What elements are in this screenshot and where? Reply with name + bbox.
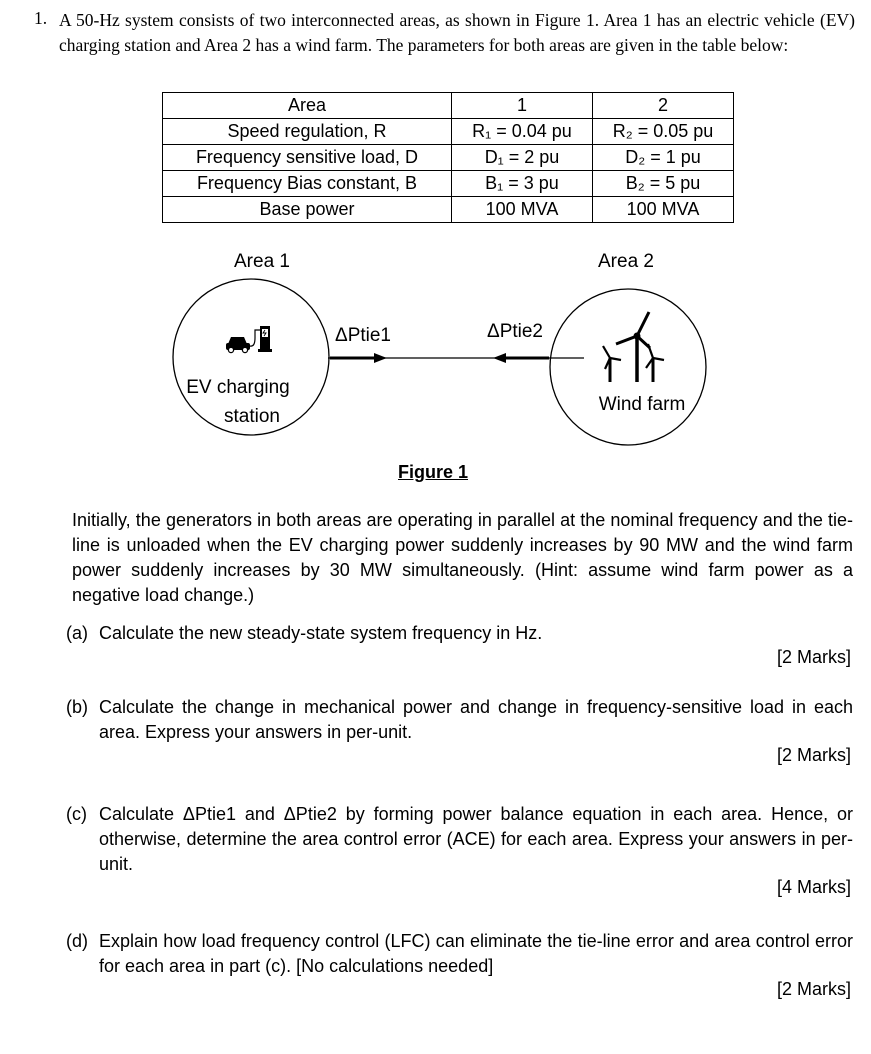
wind-turbines-icon <box>603 312 664 382</box>
question-part-d <box>66 929 853 979</box>
table-header-row <box>163 93 734 119</box>
marks-label: [2 Marks] <box>776 647 851 667</box>
question-part-b <box>66 695 853 745</box>
marks-label: [2 Marks] <box>776 979 851 999</box>
table-header-cell: 2 <box>593 93 734 119</box>
area-1-label: Area 1 <box>234 251 290 272</box>
table-header-cell: Area <box>163 93 452 119</box>
question-part-a <box>66 621 853 646</box>
ev-charging-icon <box>226 326 272 353</box>
question-part-c <box>66 802 853 877</box>
part-label: (d) <box>66 931 88 951</box>
ev-station-label-line1: EV charging <box>186 377 290 398</box>
part-text: Calculate the change in mechanical power and change in frequency-sensitive load in each area. Express your answers in per-unit. <box>99 697 853 742</box>
ptie2-label: ΔPtie2 <box>487 321 543 342</box>
table-cell: Speed regulation, R <box>163 119 452 145</box>
figure-1-diagram <box>160 240 720 460</box>
part-label: (b) <box>66 697 88 717</box>
table-row <box>163 145 734 171</box>
marks-label: [2 Marks] <box>776 745 851 765</box>
ev-station-label-line2: station <box>224 406 280 427</box>
table-cell: D₁ = 2 pu <box>452 145 593 171</box>
area-2-label: Area 2 <box>598 251 654 272</box>
question-number: 1. <box>34 8 48 28</box>
table-cell: B₁ = 3 pu <box>452 171 593 197</box>
part-label: (a) <box>66 623 88 643</box>
table-row <box>163 197 734 223</box>
wind-farm-label: Wind farm <box>598 394 686 415</box>
part-text: Explain how load frequency control (LFC) can eliminate the tie-line error and area control error for each area in part (c). [No calculations needed] <box>99 931 853 976</box>
area-2-circle <box>550 289 706 445</box>
table-cell: Base power <box>163 197 452 223</box>
table-cell: R₁ = 0.04 pu <box>452 119 593 145</box>
part-label: (c) <box>66 804 87 824</box>
part-text: Calculate ΔPtie1 and ΔPtie2 by forming power balance equation in each area. Hence, or otherwise, determine the area control error (ACE) for each area. Express your answers in per-unit. <box>99 804 853 874</box>
part-text: Calculate the new steady-state system frequency in Hz. <box>99 623 543 643</box>
ptie1-arrowhead <box>374 353 387 363</box>
table-cell: 100 MVA <box>452 197 593 223</box>
table-cell: B₂ = 5 pu <box>593 171 734 197</box>
question-intro: A 50-Hz system consists of two interconnected areas, as shown in Figure 1. Area 1 has an electric vehicle (EV) charging station and Area 2 has a wind farm. The parameters for both areas are given in the table below: <box>59 10 855 55</box>
figure-caption: Figure 1 <box>398 462 469 482</box>
ptie2-arrowhead <box>493 353 506 363</box>
table-header-cell: 1 <box>452 93 593 119</box>
table-cell: R₂ = 0.05 pu <box>593 119 734 145</box>
table-cell: D₂ = 1 pu <box>593 145 734 171</box>
scenario-paragraph: Initially, the generators in both areas are operating in parallel at the nominal frequency and the tie-line is unloaded when the EV charging power suddenly increases by 90 MW and the wind farm power suddenly increases by 30 MW simultaneously. (Hint: assume wind farm power as a negative load change.) <box>72 510 853 605</box>
marks-label: [4 Marks] <box>776 877 851 897</box>
table-row <box>163 119 734 145</box>
table-cell: Frequency sensitive load, D <box>163 145 452 171</box>
table-row <box>163 171 734 197</box>
table-cell: Frequency Bias constant, B <box>163 171 452 197</box>
parameter-table <box>162 92 734 223</box>
ptie1-label: ΔPtie1 <box>335 325 391 346</box>
table-cell: 100 MVA <box>593 197 734 223</box>
